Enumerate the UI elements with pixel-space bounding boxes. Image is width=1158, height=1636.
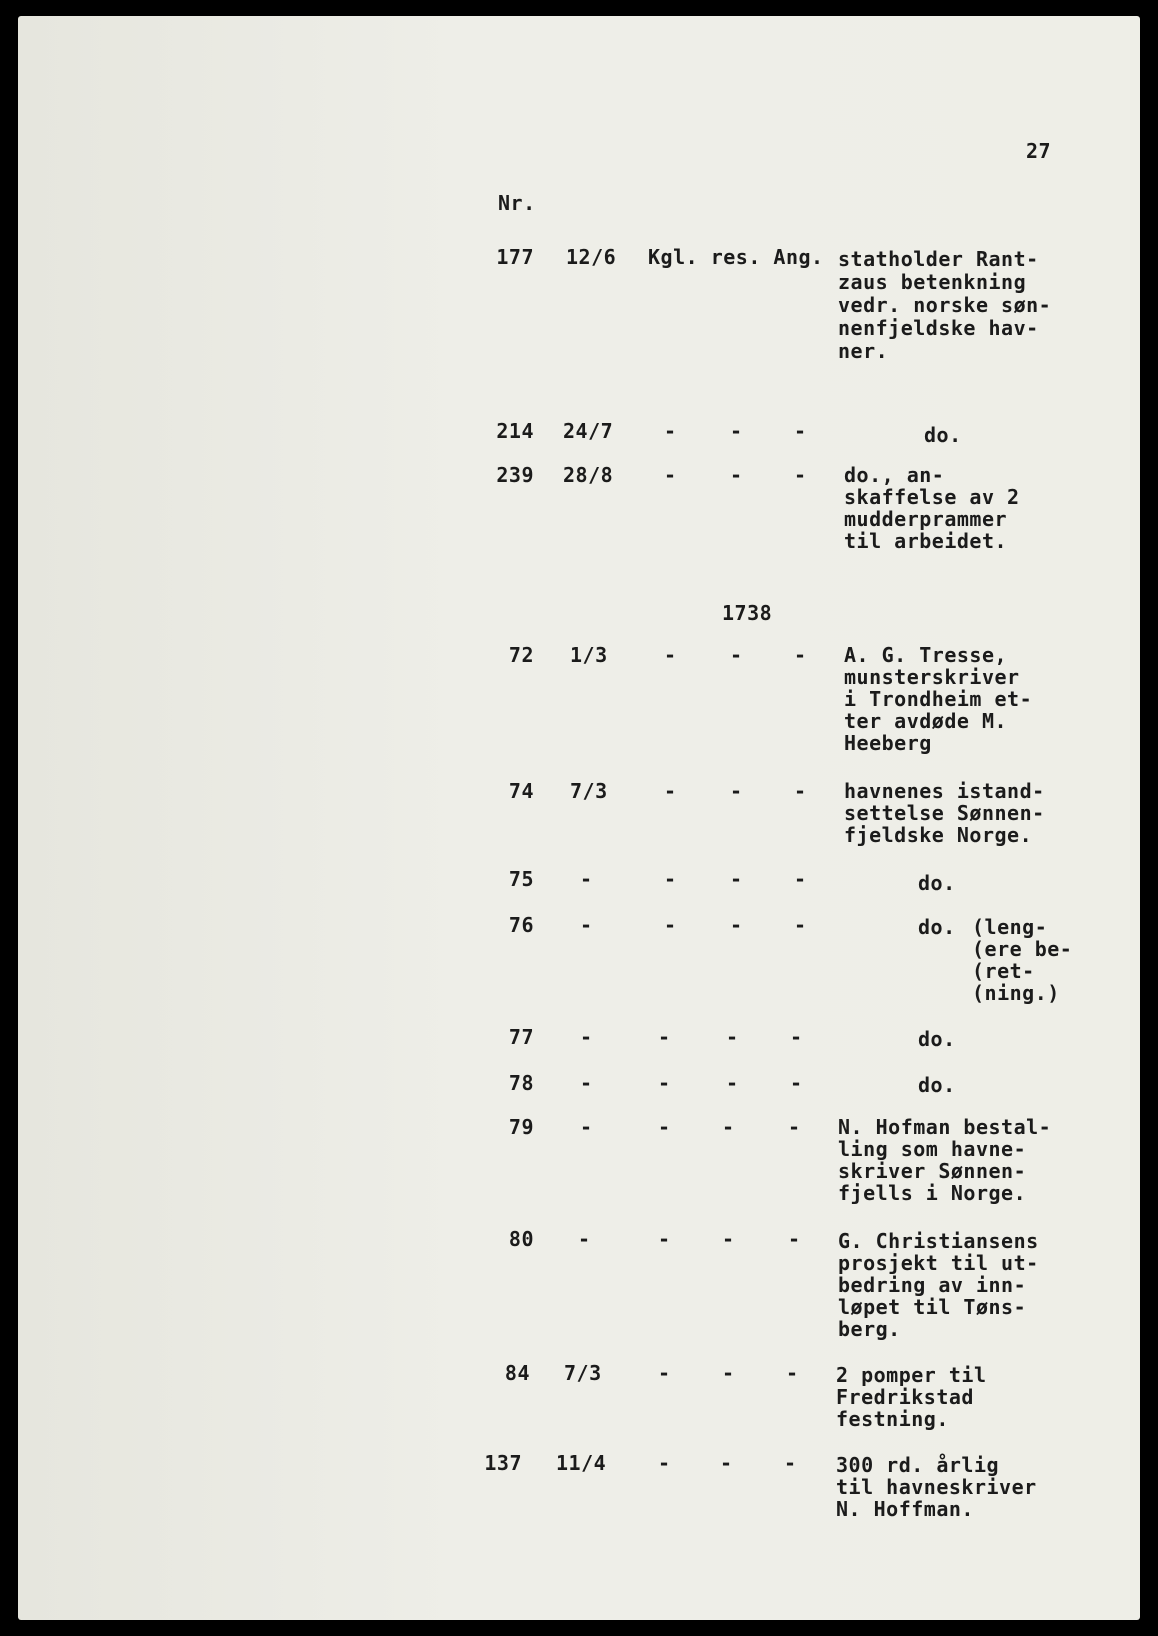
entry-nr: 72 bbox=[508, 643, 534, 667]
entry-ditto-5: - bbox=[794, 779, 807, 803]
entry-description: do. bbox=[924, 423, 962, 447]
entry-description: A. G. Tresse, munsterskriver i Trondheim et- ter avdøde M. Heeberg bbox=[844, 643, 1033, 755]
entry-description: 300 rd. årlig til havneskriver N. Hoffman. bbox=[836, 1453, 1037, 1521]
entry-ditto-5: - bbox=[784, 1451, 797, 1475]
entry-ditto-4: - bbox=[722, 1361, 735, 1385]
entry-ditto-3: - bbox=[664, 419, 677, 443]
entry-description: statholder Rant- zaus betenkning vedr. norske søn- nenfjeldske hav- ner. bbox=[838, 247, 1052, 363]
entry-description: N. Hofman bestal- ling som havne- skriver Sønnen- fjells i Norge. bbox=[838, 1115, 1052, 1205]
document-page bbox=[18, 16, 1140, 1620]
entry-ditto-3: - bbox=[658, 1361, 671, 1385]
entry-ditto-3: - bbox=[664, 867, 677, 891]
entry-ditto-4: - bbox=[730, 419, 743, 443]
entry-description: 2 pomper til Fredrikstad festning. bbox=[836, 1363, 987, 1431]
entry-note: (leng- (ere be- (ret- (ning.) bbox=[972, 915, 1073, 1005]
entry-description: do. bbox=[918, 871, 956, 895]
entry-ditto-5: - bbox=[790, 1071, 803, 1095]
entry-nr: 76 bbox=[508, 913, 534, 937]
entry-date: - bbox=[580, 867, 593, 891]
entry-nr: 78 bbox=[508, 1071, 534, 1095]
entry-date: - bbox=[580, 913, 593, 937]
entry-ditto-4: - bbox=[726, 1071, 739, 1095]
entry-date: 7/3 bbox=[564, 1361, 602, 1385]
entry-nr: 137 bbox=[484, 1451, 522, 1475]
entry-ditto-4: - bbox=[720, 1451, 733, 1475]
entry-description: havnenes istand- settelse Sønnen- fjeldske Norge. bbox=[844, 779, 1045, 847]
entry-date: 28/8 bbox=[563, 463, 614, 487]
entry-ditto-5: - bbox=[794, 643, 807, 667]
entry-ditto-5: - bbox=[788, 1115, 801, 1139]
entry-ditto-5: - bbox=[794, 913, 807, 937]
entry-date: 24/7 bbox=[563, 419, 614, 443]
entry-nr: 75 bbox=[508, 867, 534, 891]
entry-ditto-5: - bbox=[790, 1025, 803, 1049]
year-heading: 1738 bbox=[722, 601, 773, 625]
entry-date: 12/6 bbox=[566, 245, 617, 269]
entry-date: 1/3 bbox=[570, 643, 608, 667]
entry-ditto-4: - bbox=[722, 1115, 735, 1139]
entry-nr: 77 bbox=[508, 1025, 534, 1049]
entry-ditto-3: - bbox=[658, 1115, 671, 1139]
entry-description: do. bbox=[918, 915, 956, 939]
entry-description: G. Christiansens prosjekt til ut- bedring av inn- løpet til Tøns- berg. bbox=[838, 1229, 1039, 1341]
entry-nr: 74 bbox=[508, 779, 534, 803]
entry-ditto-3: - bbox=[658, 1227, 671, 1251]
entry-ditto-5: - bbox=[788, 1227, 801, 1251]
entry-description: do. bbox=[918, 1027, 956, 1051]
page-number: 27 bbox=[1026, 139, 1052, 163]
entry-date: - bbox=[578, 1227, 591, 1251]
entry-ditto-5: - bbox=[786, 1361, 799, 1385]
entry-ditto-3: - bbox=[664, 463, 677, 487]
entry-date: 11/4 bbox=[556, 1451, 607, 1475]
entry-ditto-4: - bbox=[730, 913, 743, 937]
entry-ditto-5: - bbox=[794, 463, 807, 487]
entry-date: - bbox=[580, 1115, 593, 1139]
entry-ditto-4: - bbox=[730, 867, 743, 891]
entry-ditto-3: - bbox=[664, 779, 677, 803]
entry-ditto-5: - bbox=[794, 867, 807, 891]
entry-ditto-4: - bbox=[730, 779, 743, 803]
entry-date: - bbox=[580, 1025, 593, 1049]
entry-ditto-5: - bbox=[794, 419, 807, 443]
entry-ditto-4: - bbox=[726, 1025, 739, 1049]
entry-nr: 214 bbox=[496, 419, 534, 443]
entry-ditto-4: - bbox=[730, 643, 743, 667]
entry-nr: 177 bbox=[496, 245, 534, 269]
entry-date: 7/3 bbox=[570, 779, 608, 803]
entry-ditto-3: - bbox=[658, 1025, 671, 1049]
entry-ditto-3: - bbox=[664, 913, 677, 937]
nr-column-heading: Nr. bbox=[498, 191, 536, 215]
entry-ditto-3: - bbox=[664, 643, 677, 667]
entry-nr: 84 bbox=[504, 1361, 530, 1385]
entry-ditto-4: - bbox=[730, 463, 743, 487]
entry-date: - bbox=[580, 1071, 593, 1095]
entry-nr: 79 bbox=[508, 1115, 534, 1139]
entry-ditto-3: - bbox=[658, 1451, 671, 1475]
entry-ditto-3: - bbox=[658, 1071, 671, 1095]
entry-description: do., an- skaffelse av 2 mudderprammer til arbeidet. bbox=[844, 463, 1020, 553]
entry-nr: 239 bbox=[496, 463, 534, 487]
entry-ditto-4: - bbox=[722, 1227, 735, 1251]
entry-document-type: Kgl. res. Ang. bbox=[648, 245, 824, 269]
entry-description: do. bbox=[918, 1073, 956, 1097]
entry-nr: 80 bbox=[508, 1227, 534, 1251]
